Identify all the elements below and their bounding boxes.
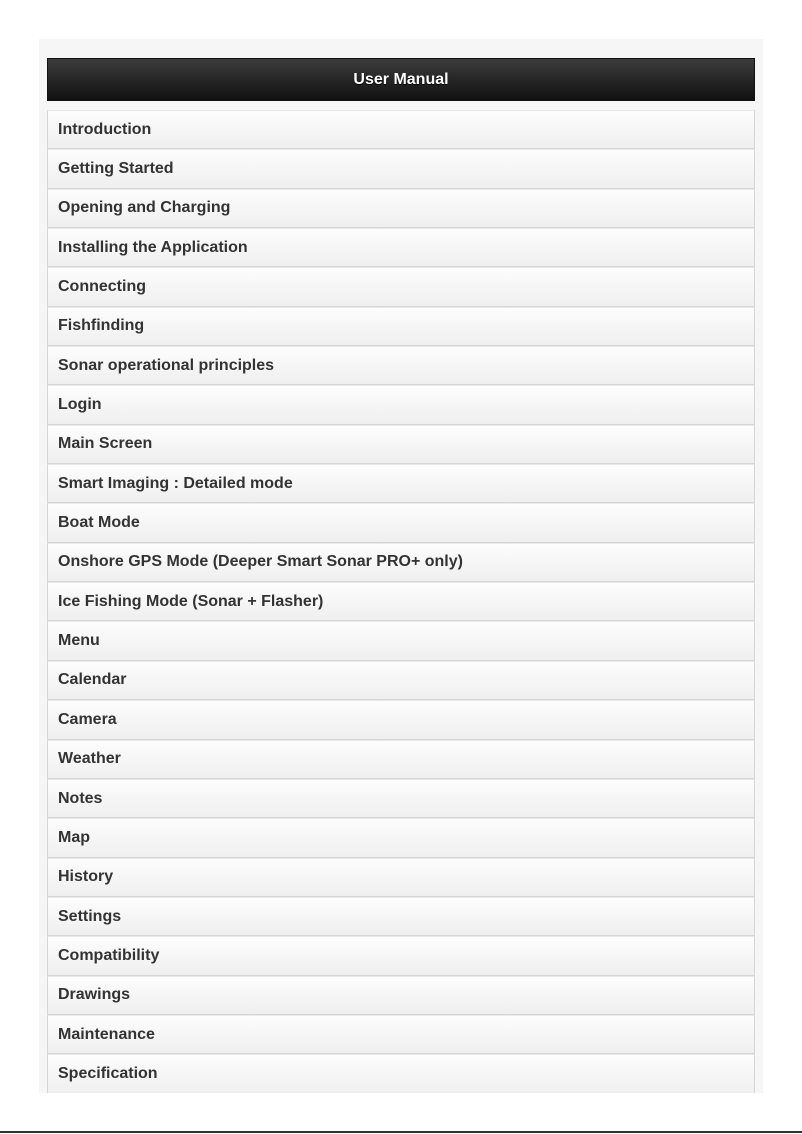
chapter-link[interactable]: Specification <box>47 1054 755 1093</box>
chapter-link[interactable]: Drawings <box>47 976 755 1015</box>
chapter-link[interactable]: Getting Started <box>47 149 755 188</box>
chapter-link[interactable]: Sonar operational principles <box>47 346 755 385</box>
chapter-link[interactable]: Installing the Application <box>47 228 755 267</box>
chapter-list <box>47 110 755 1093</box>
chapter-link[interactable]: Introduction <box>47 110 755 149</box>
chapter-link[interactable]: Ice Fishing Mode (Sonar + Flasher) <box>47 582 755 621</box>
chapter-link[interactable]: History <box>47 858 755 897</box>
chapter-link[interactable]: Map <box>47 818 755 857</box>
manual-panel <box>39 39 763 1093</box>
chapter-link[interactable]: Weather <box>47 740 755 779</box>
chapter-link[interactable]: Compatibility <box>47 936 755 975</box>
chapter-link[interactable]: Notes <box>47 779 755 818</box>
chapter-link[interactable]: Fishfinding <box>47 307 755 346</box>
divider <box>0 1131 802 1133</box>
chapter-link[interactable]: Maintenance <box>47 1015 755 1054</box>
chapter-link[interactable]: Menu <box>47 621 755 660</box>
chapter-link[interactable]: Onshore GPS Mode (Deeper Smart Sonar PRO+ only) <box>47 543 755 582</box>
chapter-link[interactable]: Camera <box>47 700 755 739</box>
chapter-link[interactable]: Main Screen <box>47 425 755 464</box>
chapter-link[interactable]: Boat Mode <box>47 503 755 542</box>
chapter-link[interactable]: Connecting <box>47 267 755 306</box>
chapter-link[interactable]: Login <box>47 385 755 424</box>
chapter-link[interactable]: Smart Imaging : Detailed mode <box>47 464 755 503</box>
chapter-link[interactable]: Settings <box>47 897 755 936</box>
page-title: User Manual <box>47 58 755 101</box>
chapter-link[interactable]: Calendar <box>47 661 755 700</box>
chapter-link[interactable]: Opening and Charging <box>47 189 755 228</box>
